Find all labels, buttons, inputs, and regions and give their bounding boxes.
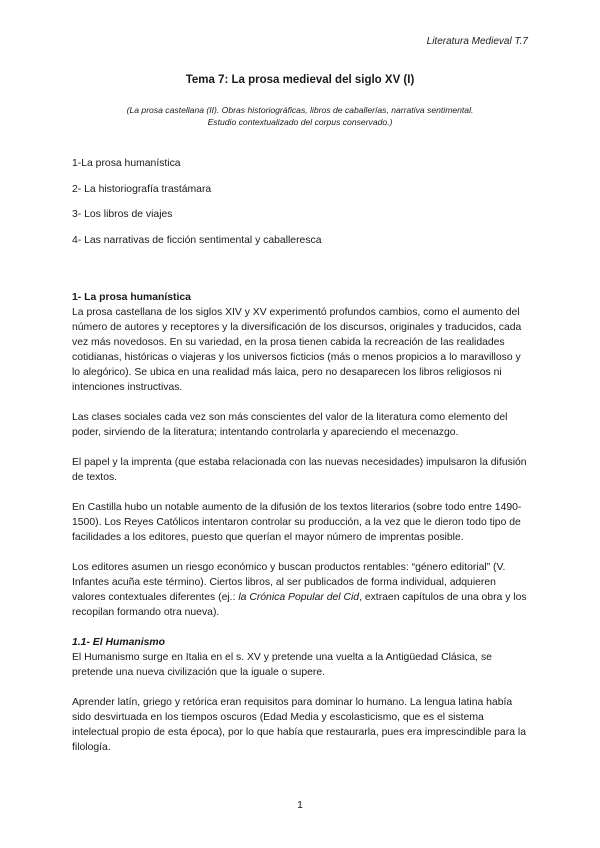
toc-item: 4- Las narrativas de ficción sentimental y caballeresca (72, 234, 322, 246)
body-text (72, 290, 528, 770)
paragraph: El papel y la imprenta (que estaba relacionada con las nuevas necesidades) impulsaron la difusión de textos. (72, 457, 527, 483)
toc-item: 3- Los libros de viajes (72, 209, 173, 220)
work-title: la Crónica Popular del Cid (238, 592, 360, 603)
paragraph: La prosa castellana de los siglos XIV y XV experimentó profundos cambios, como el aumento del número de autores y receptores y la diversificación de los discursos, originales y traducidos, cada vez más novedosos. En su variedad, en la prosa tienen cabida la recreación de las realidades cotidianas, históricas o viajeras y los universos ficticios (más o menos propicios a lo maravilloso y lo alegórico). Se ubica en una realidad más laica, pero no desaparecen los libros religiosos ni intenciones instructivas. (72, 307, 522, 393)
paragraph: Aprender latín, griego y retórica eran requisitos para dominar lo humano. La lengua latina había sido desvirtuada en los tiempos oscuros (Edad Media y escolasticismo, que es el sistema intelectual propio de esta época), por lo que había que restaurarla, pues era imprescindible para la filología. (72, 697, 527, 753)
subtitle (90, 104, 510, 128)
subtitle-line: Estudio contextualizado del corpus conservado.) (207, 117, 393, 127)
page-number: 1 (297, 800, 303, 811)
paragraph: El Humanismo surge en Italia en el s. XV y pretende una vuelta a la Antigüedad Clásica, se pretende una nueva civilización que la iguale o supere. (72, 652, 492, 678)
toc-item: 2- La historiografía trastámara (72, 183, 212, 195)
paragraph: En Castilla hubo un notable aumento de la difusión de los textos literarios (sobre todo entre 1490-1500). Los Reyes Católicos intentaron controlar su producción, a la vez que le dieron todo tipo de facilidades a los editores, puesto que querían el mayor número de imprentas posible. (72, 502, 522, 543)
paragraph-text: Los editores asumen un riesgo económico y buscan productos rentables: “género editorial” (V. Infantes acuña este término). Ciertos libros, al ser publicados de forma individual, adquieren valores contextuales diferentes (ej.: (72, 562, 506, 603)
table-of-contents (72, 158, 322, 260)
page-title: Tema 7: La prosa medieval del siglo XV (I) (185, 74, 415, 86)
subsection-heading: 1.1- El Humanismo (72, 637, 165, 648)
running-header: Literatura Medieval T.7 (426, 36, 528, 47)
section-heading: 1- La prosa humanística (72, 292, 191, 303)
paragraph (72, 560, 528, 620)
paragraph-text: , extraen capítulos de una obra y los recopilan formando otra nueva). (72, 592, 527, 618)
subtitle-line: (La prosa castellana (II). Obras historiográficas, libros de caballerías, narrativa sentimental. (126, 105, 474, 115)
toc-item: 1-La prosa humanística (72, 158, 181, 169)
paragraph: Las clases sociales cada vez son más conscientes del valor de la literatura como elemento del poder, sirviendo de la literatura; intentando controlarla y apareciendo el mecenazgo. (72, 412, 508, 438)
